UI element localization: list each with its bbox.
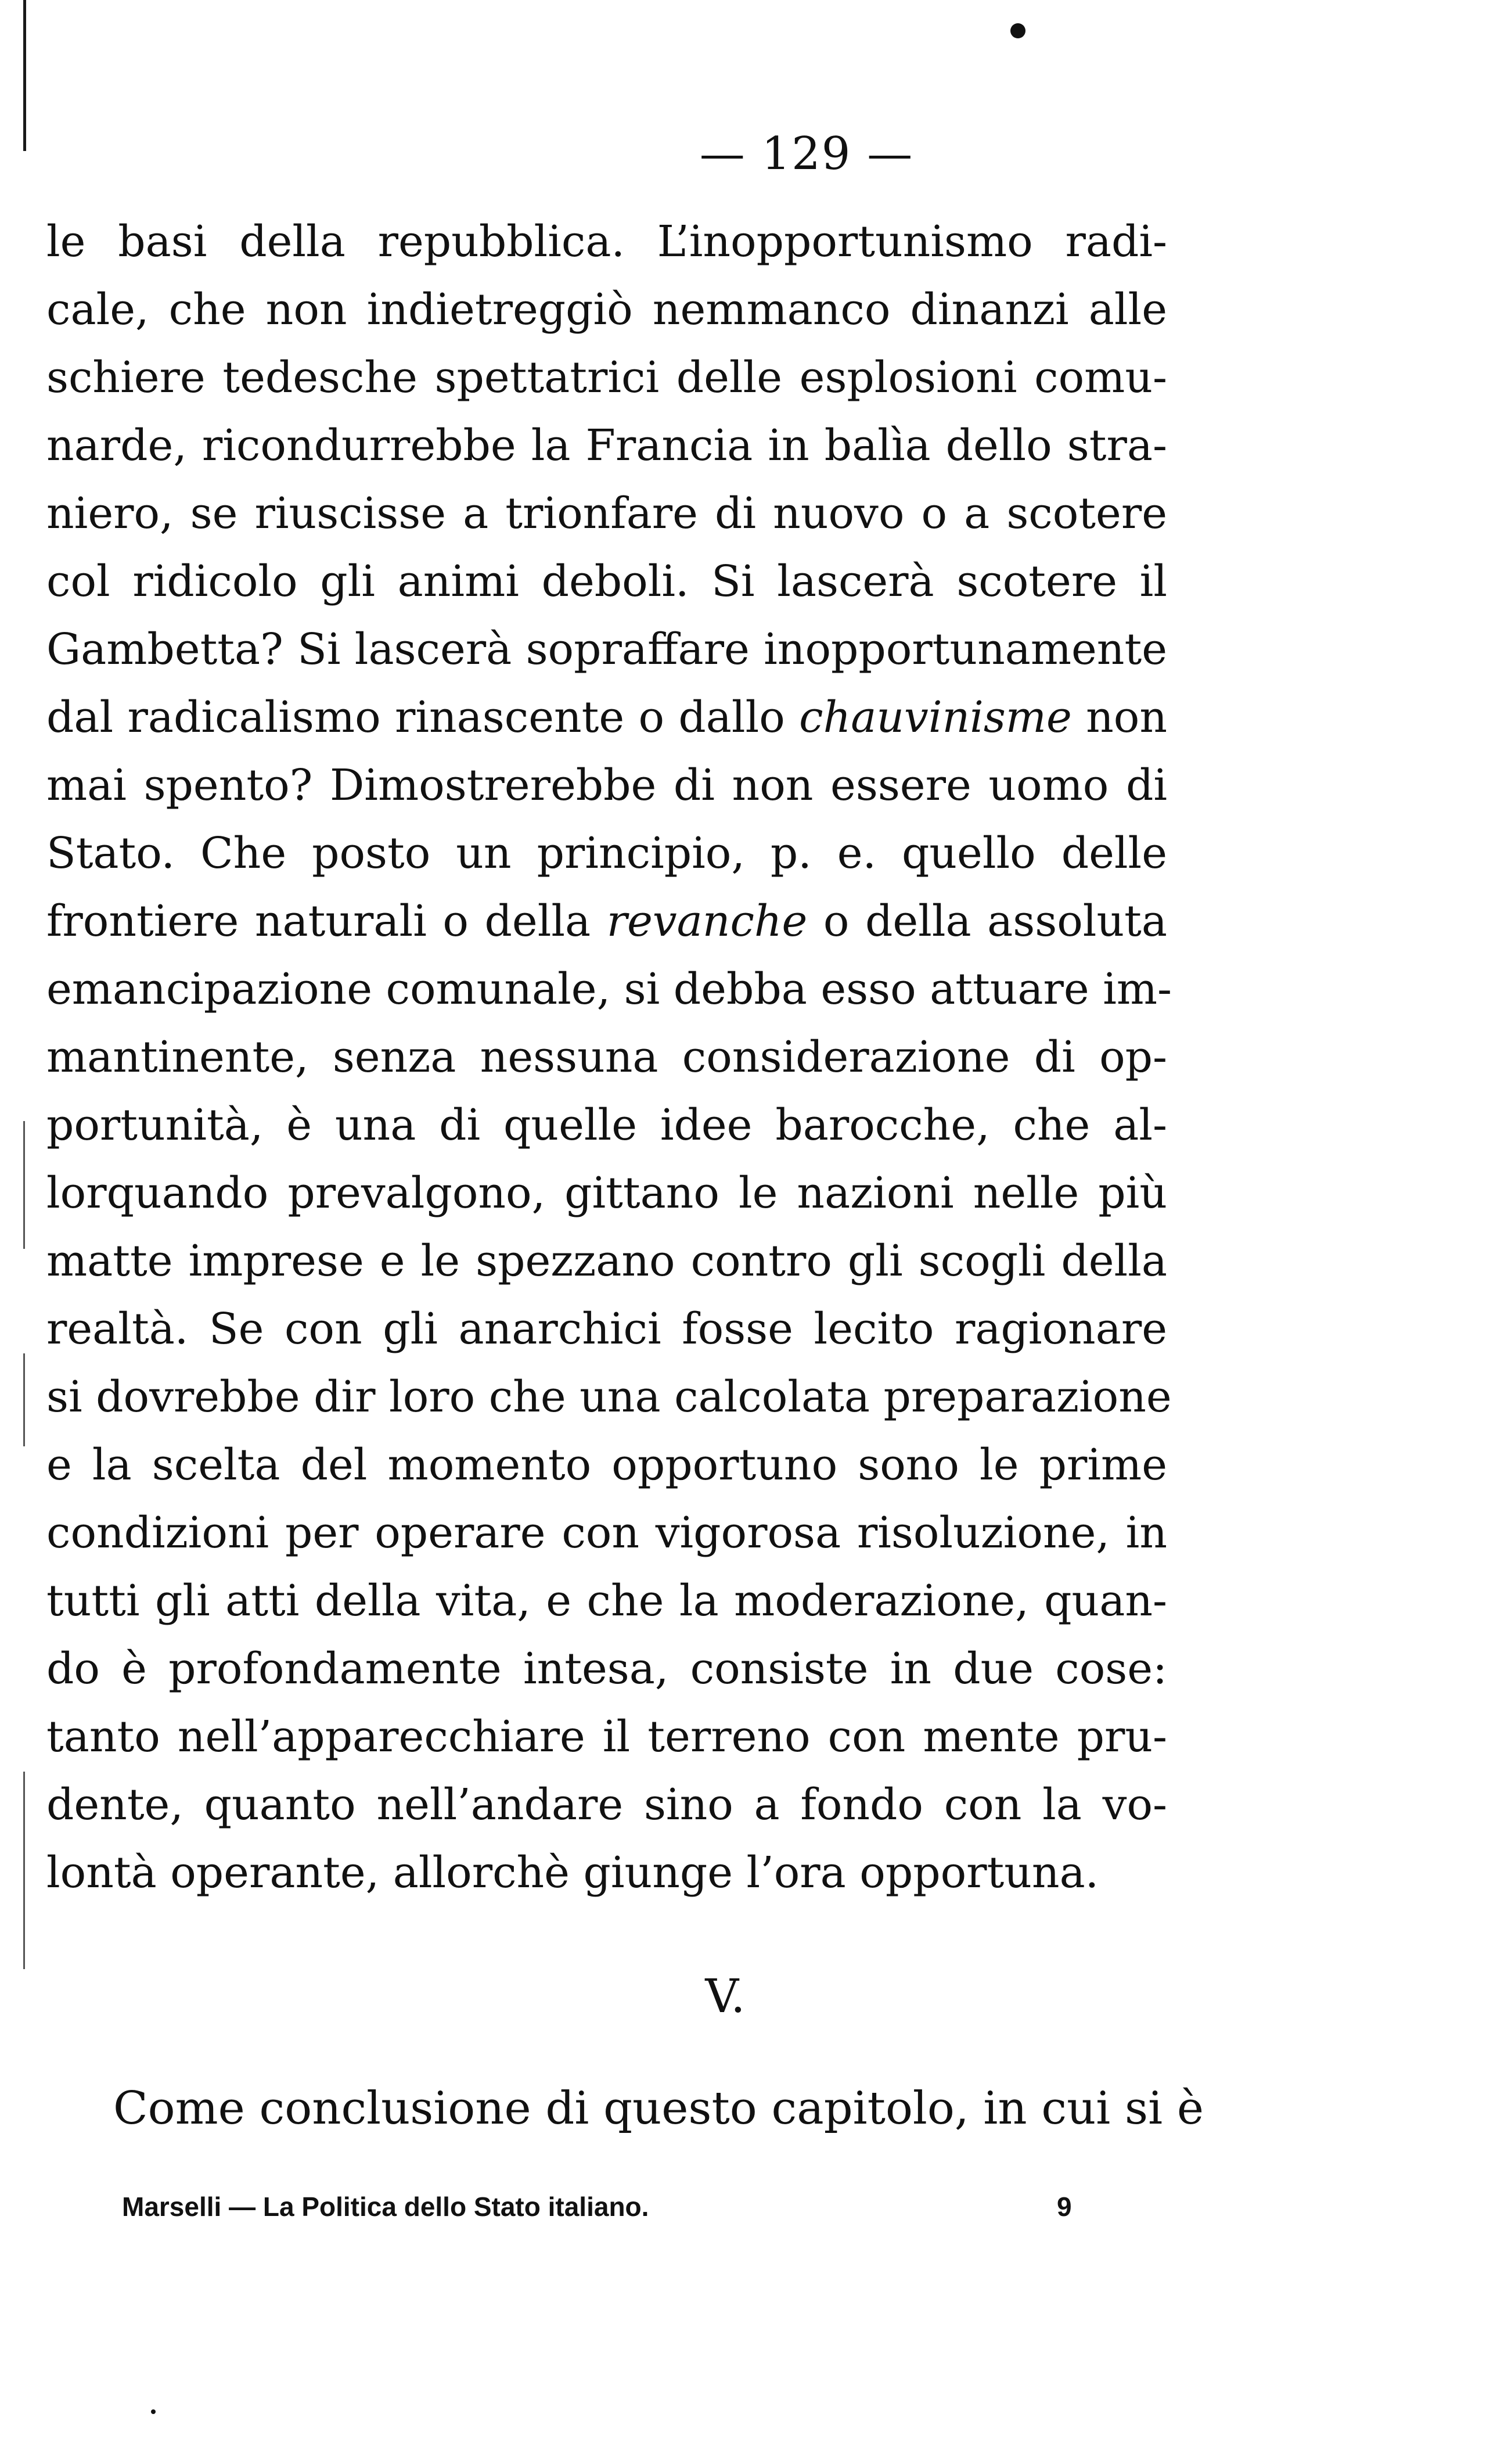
- text-line: lontà operante, allorchè giunge l’ora opportuna.: [46, 1848, 1099, 1898]
- text-line: condizioni per operare con vigorosa risoluzione, in: [46, 1508, 1167, 1558]
- text-line: dente, quanto nell’andare sino a fondo con la vo-: [46, 1780, 1167, 1830]
- text-fragment: o della assoluta: [807, 896, 1167, 946]
- text-fragment: non: [1071, 692, 1167, 742]
- signature-mark: 9: [1057, 2192, 1072, 2222]
- margin-scan-mark: [23, 1772, 25, 1969]
- text-line: mai spento? Dimostrerebbe di non essere uomo di: [46, 760, 1167, 810]
- italic-word-chauvinisme: chauvinisme: [799, 692, 1072, 742]
- text-line: mantinente, senza nessuna considerazione di op-: [46, 1032, 1167, 1082]
- text-line-with-italic: [46, 888, 1167, 956]
- text-line: narde, ricondurrebbe la Francia in balìa dello stra-: [46, 421, 1167, 470]
- text-fragment: dal radicalismo rinascente o dallo: [46, 692, 800, 742]
- next-paragraph-start: Come conclusione di questo capitolo, in cui si è: [113, 2082, 1204, 2135]
- text-line: Gambetta? Si lascerà sopraffare inopportunamente: [46, 624, 1167, 674]
- margin-scan-mark: [23, 1353, 25, 1446]
- text-line: schiere tedesche spettatrici delle esplosioni comu-: [46, 353, 1167, 403]
- body-paragraph: [46, 208, 1172, 1907]
- text-line: matte imprese e le spezzano contro gli scogli della: [46, 1236, 1167, 1286]
- text-line: emancipazione comunale, si debba esso attuare im-: [46, 964, 1172, 1014]
- text-line: tutti gli atti della vita, e che la moderazione, quan-: [46, 1576, 1167, 1626]
- page-number: — 129 —: [699, 128, 914, 180]
- ink-speck: [151, 2409, 156, 2414]
- text-line: lorquando prevalgono, gittano le nazioni nelle più: [46, 1168, 1167, 1218]
- running-title: Marselli — La Politica dello Stato italiano.: [122, 2192, 649, 2222]
- text-line: e la scelta del momento opportuno sono le prime: [46, 1440, 1167, 1490]
- text-line: do è profondamente intesa, consiste in due cose:: [46, 1644, 1167, 1694]
- margin-scan-mark: [23, 1121, 25, 1249]
- text-line: niero, se riuscisse a trionfare di nuovo o a scotere: [46, 489, 1167, 538]
- italic-word-revanche: revanche: [606, 896, 808, 946]
- text-line: portunità, è una di quelle idee barocche, che al-: [46, 1100, 1167, 1150]
- text-line-with-italic: [46, 684, 1167, 752]
- text-line: si dovrebbe dir loro che una calcolata preparazione: [46, 1372, 1172, 1422]
- text-line: le basi della repubblica. L’inopportunismo radi-: [46, 217, 1167, 267]
- section-heading: V.: [705, 1969, 746, 2023]
- page-footer: [122, 2191, 1080, 2222]
- text-fragment: frontiere naturali o della: [46, 896, 607, 946]
- text-line: cale, che non indietreggiò nemmanco dinanzi alle: [46, 285, 1167, 335]
- ink-speck: [1010, 23, 1025, 38]
- text-line: Stato. Che posto un principio, p. e. quello delle: [46, 828, 1167, 878]
- text-line: tanto nell’apparecchiare il terreno con mente pru-: [46, 1712, 1167, 1762]
- text-line: col ridicolo gli animi deboli. Si lascerà scotere il: [46, 556, 1167, 606]
- text-line: realtà. Se con gli anarchici fosse lecito ragionare: [46, 1304, 1167, 1354]
